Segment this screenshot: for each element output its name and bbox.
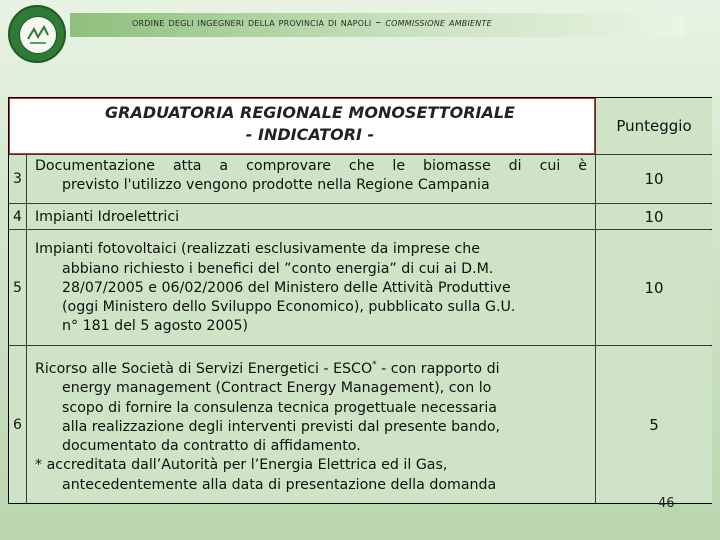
description-line: previsto l'utilizzo vengono prodotte nella Regione Campania <box>62 177 490 194</box>
row-description <box>27 155 595 203</box>
row-score: 5 <box>649 415 659 434</box>
description-line: documentato da contratto di affidamento. <box>62 438 361 455</box>
row-number: 4 <box>13 208 22 225</box>
row-number-cell <box>9 204 26 229</box>
row-score: 10 <box>644 170 664 188</box>
description-line: n° 181 del 5 agosto 2005) <box>62 318 249 335</box>
row-description <box>27 204 595 229</box>
description-line: abbiano richiesto i benefici del ”conto energia” di cui ai D.M. <box>62 260 494 277</box>
row-description <box>27 346 595 503</box>
header-dash: – <box>375 15 382 29</box>
description-line <box>35 356 587 379</box>
header-org: ordine degli ingegneri della provincia di napoli <box>132 15 372 29</box>
row-score: 10 <box>644 278 664 297</box>
row-description <box>27 230 595 345</box>
row-number: 6 <box>13 416 22 433</box>
row-number: 5 <box>13 279 22 296</box>
page-number: 46 <box>658 496 675 511</box>
row-score-cell <box>596 155 712 203</box>
row-number-cell <box>9 155 26 203</box>
row-score-cell <box>596 204 712 229</box>
esco-text-continued: - con rapporto di <box>376 360 500 377</box>
row-number-cell <box>9 230 26 345</box>
row-description-cell <box>27 346 595 503</box>
logo <box>8 5 66 63</box>
description-line: alla realizzazione degli interventi previsti dal presente bando, <box>62 418 501 435</box>
page-header <box>132 15 492 29</box>
table-title <box>9 98 595 154</box>
indicator-table <box>9 98 711 503</box>
row-number-cell <box>9 346 26 503</box>
header-commission: commissione ambiente <box>385 15 492 29</box>
footnote-line: * accreditata dall’Autorità per l’Energia Elettrica ed il Gas, <box>35 457 448 474</box>
description-line: Documentazione atta a comprovare che le biomasse di cui è <box>35 158 587 174</box>
esco-text: Ricorso alle Società di Servizi Energetici - ESCO <box>35 360 373 377</box>
description-line: energy management (Contract Energy Management), con lo <box>62 380 492 397</box>
row-score-cell <box>596 346 712 503</box>
row-number: 3 <box>13 171 22 187</box>
title-line-2: - INDICATORI - <box>245 125 375 144</box>
logo-emblem-icon <box>19 16 57 54</box>
footnote-marker: * <box>372 359 377 370</box>
footnote-line: antecedentemente alla data di presentazione della domanda <box>62 476 497 493</box>
description-line: Impianti Idroelettrici <box>35 208 180 225</box>
score-header: Punteggio <box>616 117 692 135</box>
score-header-cell <box>596 98 712 154</box>
row-description-cell <box>27 204 595 229</box>
row-description-cell <box>27 230 595 345</box>
row-score-cell <box>596 230 712 345</box>
description-line: Impianti fotovoltaici (realizzati esclusivamente da imprese che <box>35 241 481 258</box>
description-line: (oggi Ministero dello Sviluppo Economico), pubblicato sulla G.U. <box>62 299 516 316</box>
description-line: scopo di fornire la consulenza tecnica progettuale necessaria <box>62 399 497 416</box>
row-score: 10 <box>644 207 664 226</box>
row-description-cell <box>27 155 595 203</box>
description-line: 28/07/2005 e 06/02/2006 del Ministero delle Attività Produttive <box>62 279 511 296</box>
title-line-1: GRADUATORIA REGIONALE MONOSETTORIALE <box>105 103 515 122</box>
